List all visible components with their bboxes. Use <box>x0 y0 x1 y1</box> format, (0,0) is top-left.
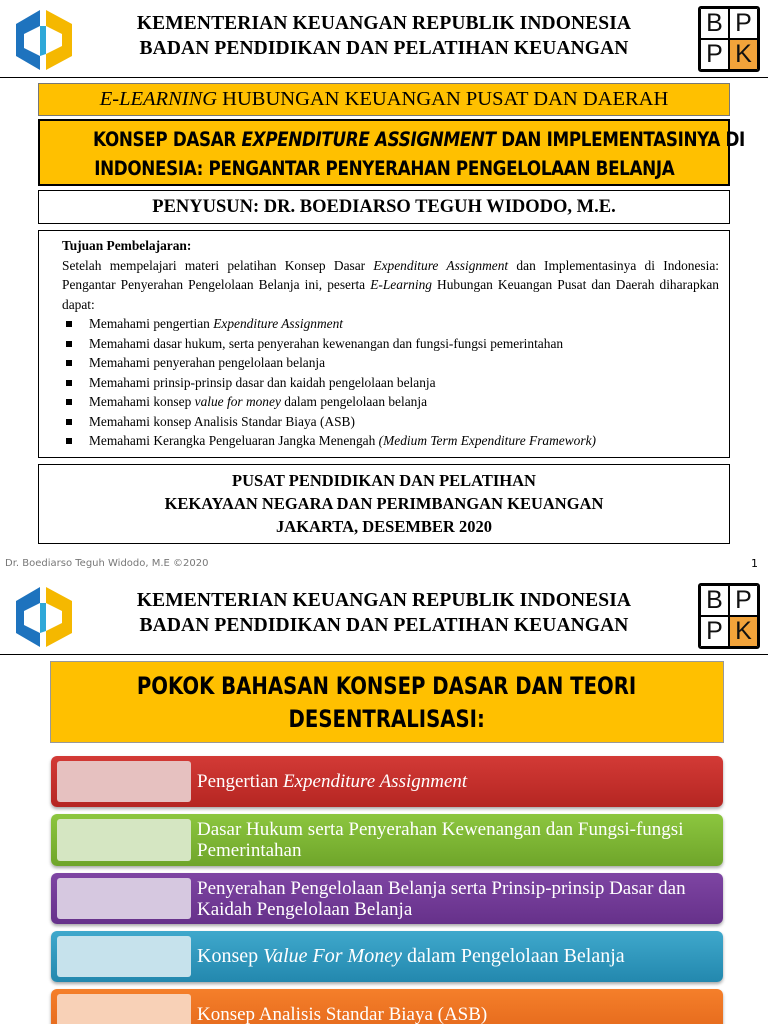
objective-item <box>62 373 719 393</box>
elearning-banner <box>38 83 730 116</box>
learning-objectives <box>38 230 730 458</box>
header-line-1: KEMENTERIAN KEUANGAN REPUBLIK INDONESIA <box>136 13 632 34</box>
objectives-list <box>62 314 719 451</box>
bppk-letter: K <box>729 616 758 647</box>
topic-italic: Expenditure Assignment <box>283 771 468 792</box>
header-line-2: BADAN PENDIDIKAN DAN PELATIHAN KEUANGAN <box>139 38 629 59</box>
topics-heading-line-1: POKOK BAHASAN KONSEP DASAR DAN TEORI <box>137 672 637 700</box>
topic-text: Dasar Hukum serta Penyerahan Kewenangan dan Fungsi-fungsi Pemerintahan <box>197 819 684 861</box>
objective-text: Memahami pengertian <box>89 316 214 331</box>
slide-footer <box>0 557 768 577</box>
objective-text: Memahami prinsip-prinsip dasar dan kaidah pengelolaan belanja <box>89 374 436 390</box>
objective-text: Memahami penyerahan pengelolaan belanja <box>89 355 326 370</box>
author-box: PENYUSUN: DR. BOEDIARSO TEGUH WIDODO, M.E. <box>38 190 730 224</box>
elearning-prefix: E-LEARNING <box>99 88 218 110</box>
institution-line-1: PUSAT PENDIDIKAN DAN PELATIHAN <box>232 471 536 490</box>
intro-italic-2: E-Learning <box>370 277 432 292</box>
objective-text: Memahami konsep Analisis Standar Biaya (ASB) <box>89 413 355 429</box>
slide-header <box>0 0 768 78</box>
topic-item <box>51 873 723 924</box>
objective-item <box>62 334 719 354</box>
objective-item <box>62 431 719 451</box>
topic-marker <box>57 994 191 1024</box>
kemenkeu-logo-icon <box>6 4 82 74</box>
topic-italic: Value For Money <box>263 945 402 967</box>
intro-text-3: Hubungan Keuangan Pusat dan Daerah diharapkan dapat: <box>62 277 719 312</box>
intro-italic-1: Expenditure Assignment <box>373 257 509 273</box>
objective-italic: (Medium Term Expenditure Framework) <box>378 433 596 448</box>
bppk-letter: P <box>700 616 729 647</box>
topic-label <box>197 931 713 982</box>
title-part-1: KONSEP DASAR <box>93 128 242 151</box>
topic-item <box>51 756 723 807</box>
objective-text: Memahami konsep <box>89 394 195 409</box>
bppk-letter: K <box>729 39 758 70</box>
topic-label <box>197 989 713 1024</box>
bppk-letter: B <box>700 585 729 616</box>
topic-label <box>197 873 713 924</box>
objective-item <box>62 353 719 373</box>
objective-item <box>62 412 719 432</box>
course-title-line-2: INDONESIA: PENGANTAR PENYERAHAN PENGELOLAAN BELANJA <box>93 157 675 180</box>
topics-heading <box>50 661 724 743</box>
objective-item <box>62 314 719 334</box>
title-italic: EXPENDITURE ASSIGNMENT <box>241 128 496 151</box>
objective-italic: Expenditure Assignment <box>213 316 343 331</box>
header-line-1: KEMENTERIAN KEUANGAN REPUBLIK INDONESIA <box>136 590 632 611</box>
institution-line-3: JAKARTA, DESEMBER 2020 <box>276 517 492 536</box>
topics-heading-line-2: DESENTRALISASI: <box>288 705 486 733</box>
topic-item <box>51 814 723 866</box>
objectives-title: Tujuan Pembelajaran: <box>62 238 192 253</box>
bppk-letter: P <box>729 8 758 39</box>
header-titles <box>90 11 678 61</box>
bppk-letter: B <box>700 8 729 39</box>
topic-label <box>197 814 713 866</box>
elearning-rest: HUBUNGAN KEUANGAN PUSAT DAN DAERAH <box>217 88 669 110</box>
topic-label <box>197 756 713 807</box>
objective-item <box>62 392 719 412</box>
topic-marker <box>57 936 191 977</box>
topic-item <box>51 931 723 982</box>
title-part-2: DAN IMPLEMENTASINYA DI <box>495 128 745 151</box>
objective-text: Memahami dasar hukum, serta penyerahan kewenangan dan fungsi-fungsi pemerintahan <box>89 335 564 351</box>
topic-text: Konsep <box>197 945 264 967</box>
bppk-logo <box>698 583 760 649</box>
topic-marker <box>57 761 191 802</box>
course-title-line-1 <box>93 125 745 154</box>
bppk-letter: P <box>729 585 758 616</box>
slide-header <box>0 577 768 655</box>
topic-text: Penyerahan Pengelolaan Belanja serta Prinsip-prinsip Dasar dan Kaidah Pengelolaan Belanja <box>197 877 686 920</box>
bppk-logo <box>698 6 760 72</box>
bppk-letter: P <box>700 39 729 70</box>
header-line-2: BADAN PENDIDIKAN DAN PELATIHAN KEUANGAN <box>139 615 629 636</box>
topic-text: Konsep Analisis Standar Biaya (ASB) <box>197 1003 488 1024</box>
kemenkeu-logo-icon <box>6 581 82 651</box>
intro-text-2: dan Implementasinya di Indonesia: Pengantar Penyerahan Pengelolaan Belanja ini, peserta <box>62 257 720 292</box>
institution-box <box>38 464 730 544</box>
intro-text-1: Setelah mempelajari materi pelatihan Konsep Dasar <box>62 257 374 273</box>
objective-after: dalam pengelolaan belanja <box>280 394 428 409</box>
objectives-intro <box>62 256 719 315</box>
page-number: 1 <box>751 557 758 570</box>
copyright: Dr. Boediarso Teguh Widodo, M.E ©2020 <box>5 558 209 569</box>
objective-italic: value for money <box>194 394 281 409</box>
slide-2 <box>0 577 768 1024</box>
header-titles <box>90 588 678 638</box>
topic-marker <box>57 878 191 919</box>
topic-after: dalam Pengelolaan Belanja <box>401 945 625 967</box>
topic-item <box>51 989 723 1024</box>
course-title <box>38 119 745 186</box>
topic-marker <box>57 819 191 861</box>
objective-text: Memahami Kerangka Pengeluaran Jangka Menengah <box>89 433 379 448</box>
topic-text: Pengertian <box>197 771 284 792</box>
institution-line-2: KEKAYAAN NEGARA DAN PERIMBANGAN KEUANGAN <box>164 494 604 513</box>
